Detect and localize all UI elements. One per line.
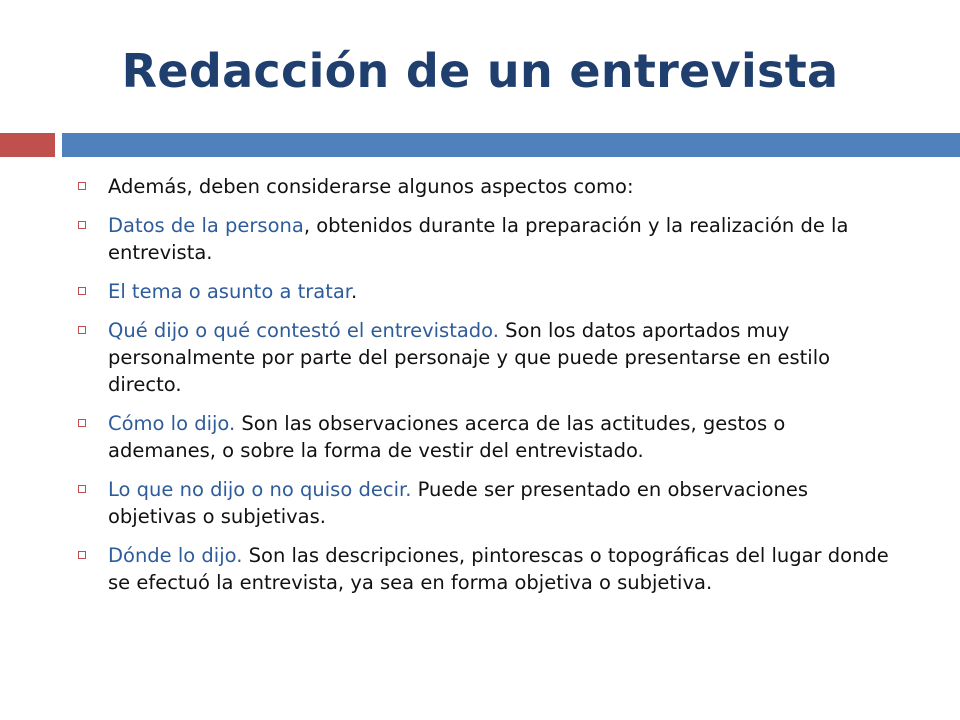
bullet-text: . <box>351 280 358 303</box>
bullet-highlight: Dónde lo dijo. <box>108 544 243 567</box>
bullet-highlight: Datos de la persona <box>108 214 304 237</box>
bullet-text: Son las descripciones, pintorescas o topográficas del lugar donde se efectuó la entrevista, ya sea en forma objetiva o subjetiva. <box>108 544 889 594</box>
bullet-item <box>75 542 895 596</box>
hollow-square-bullet-icon <box>78 182 86 190</box>
bullet-item <box>75 410 895 464</box>
bullet-text: Son los datos aportados muy personalmente por parte del personaje y que puede presentarse en estilo directo. <box>108 319 831 396</box>
hollow-square-bullet-icon <box>78 485 86 493</box>
bullet-list <box>75 173 895 608</box>
bullet-text: Puede ser presentado en observaciones objetivas o subjetivas. <box>108 478 809 528</box>
bullet-highlight: Cómo lo dijo. <box>108 412 236 435</box>
bullet-item <box>75 278 895 305</box>
bullet-text: Son las observaciones acerca de las actitudes, gestos o ademanes, o sobre la forma de vestir del entrevistado. <box>108 412 786 462</box>
title-accent-bar-red <box>0 133 55 157</box>
hollow-square-bullet-icon <box>78 287 86 295</box>
bullet-text: , obtenidos durante la preparación y la realización de la entrevista. <box>108 214 849 264</box>
bullet-item <box>75 476 895 530</box>
hollow-square-bullet-icon <box>78 326 86 334</box>
bullet-highlight: El tema o asunto a tratar <box>108 280 352 303</box>
bullet-highlight: Lo que no dijo o no quiso decir. <box>108 478 412 501</box>
bullet-item <box>75 212 895 266</box>
hollow-square-bullet-icon <box>78 221 86 229</box>
bullet-text: Además, deben considerarse algunos aspectos como: <box>108 175 634 198</box>
hollow-square-bullet-icon <box>78 551 86 559</box>
title-accent-bar-blue <box>62 133 960 157</box>
hollow-square-bullet-icon <box>78 419 86 427</box>
bullet-item <box>75 317 895 398</box>
bullet-highlight: Qué dijo o qué contestó el entrevistado. <box>108 319 499 342</box>
slide-title: Redacción de un entrevista <box>121 44 839 98</box>
bullet-item <box>75 173 895 200</box>
